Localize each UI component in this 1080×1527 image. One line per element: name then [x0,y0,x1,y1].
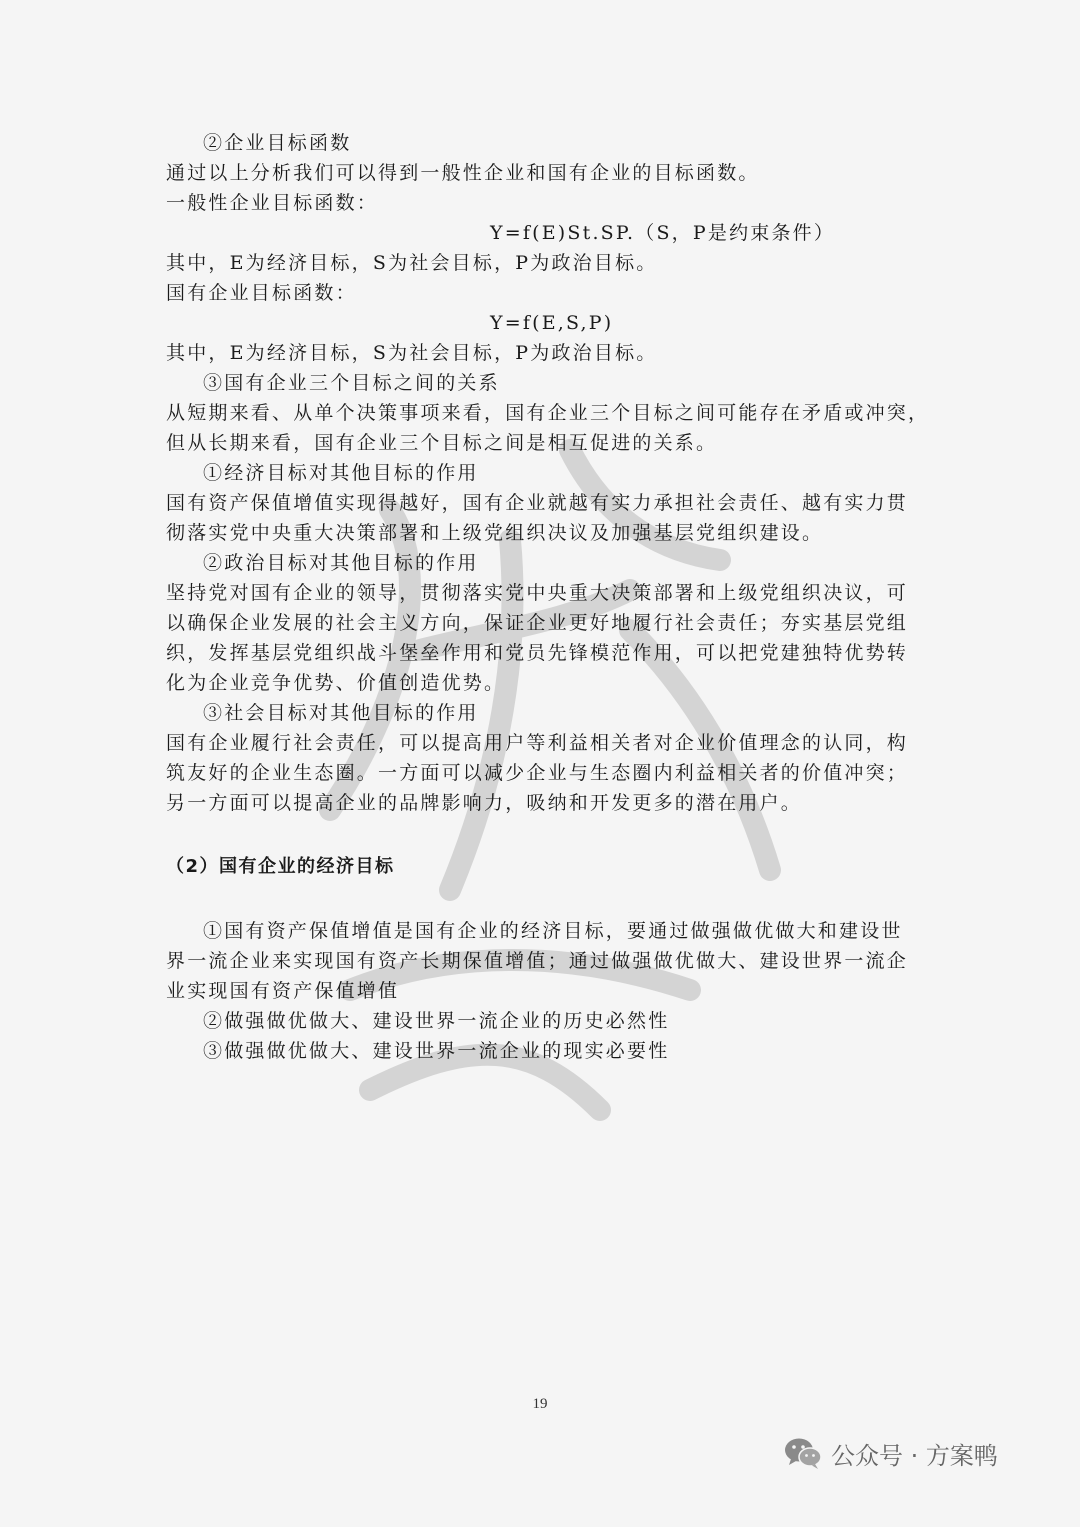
paragraph-line: 国有企业履行社会责任，可以提高用户等利益相关者对企业价值理念的认同，构 [166,732,909,754]
subheading-political: ②政治目标对其他目标的作用 [203,552,479,574]
paragraph-line: 坚持党对国有企业的领导，贯彻落实党中央重大决策部署和上级党组织决议，可 [166,582,909,604]
section-heading: （2）国有企业的经济目标 [166,856,395,877]
list-item: ②做强做优做大、建设世界一流企业的历史必然性 [203,1010,670,1032]
paragraph-line: 但从长期来看，国有企业三个目标之间是相互促进的关系。 [166,432,718,454]
paragraph-line: 另一方面可以提高企业的品牌影响力，吸纳和开发更多的潜在用户。 [166,792,803,814]
paragraph-line: 一般性企业目标函数： [166,192,379,214]
paragraph-line: ①国有资产保值增值是国有企业的经济目标，要通过做强做优做大和建设世 [203,920,903,942]
footer-brand[interactable] [783,1433,998,1473]
paragraph-line: 其中，E为经济目标，S为社会目标，P为政治目标。 [166,342,658,364]
subheading-social: ③社会目标对其他目标的作用 [203,702,479,724]
page-number: 19 [532,1396,548,1412]
paragraph-line: 筑友好的企业生态圈。一方面可以减少企业与生态圈内利益相关者的价值冲突； [166,762,909,784]
paragraph-line: 国有企业目标函数： [166,282,357,304]
paragraph-line: 织，发挥基层党组织战斗堡垒作用和党员先锋模范作用，可以把党建独特优势转 [166,642,909,664]
paragraph-line: 彻落实党中央重大决策部署和上级党组织决议及加强基层党组织建设。 [166,522,824,544]
subheading-relationship: ③国有企业三个目标之间的关系 [203,372,500,394]
wechat-icon [783,1436,823,1470]
paragraph-line: 国有资产保值增值实现得越好，国有企业就越有实力承担社会责任、越有实力贯 [166,492,909,514]
paragraph-line: 以确保企业发展的社会主义方向，保证企业更好地履行社会责任；夯实基层党组 [166,612,909,634]
footer-brand-label: 公众号 · 方案鸭 [831,1441,998,1470]
list-item: ③做强做优做大、建设世界一流企业的现实必要性 [203,1040,670,1062]
paragraph-line: 从短期来看、从单个决策事项来看，国有企业三个目标之间可能存在矛盾或冲突， [166,402,930,424]
paragraph-line: 化为企业竞争优势、价值创造优势。 [166,672,506,694]
document-body [166,128,930,1066]
formula-soe: Y=f(E,S,P) [490,312,614,334]
formula-general: Y=f(E)St.SP.（S，P是约束条件） [490,222,836,244]
subheading-objective-function: ②企业目标函数 [203,132,352,154]
subheading-economic: ①经济目标对其他目标的作用 [203,462,479,484]
paragraph-line: 其中，E为经济目标，S为社会目标，P为政治目标。 [166,252,658,274]
paragraph-line: 业实现国有资产保值增值 [166,980,400,1002]
paragraph-line: 界一流企业来实现国有资产长期保值增值；通过做强做优做大、建设世界一流企 [166,950,909,972]
paragraph-line: 通过以上分析我们可以得到一般性企业和国有企业的目标函数。 [166,162,760,184]
